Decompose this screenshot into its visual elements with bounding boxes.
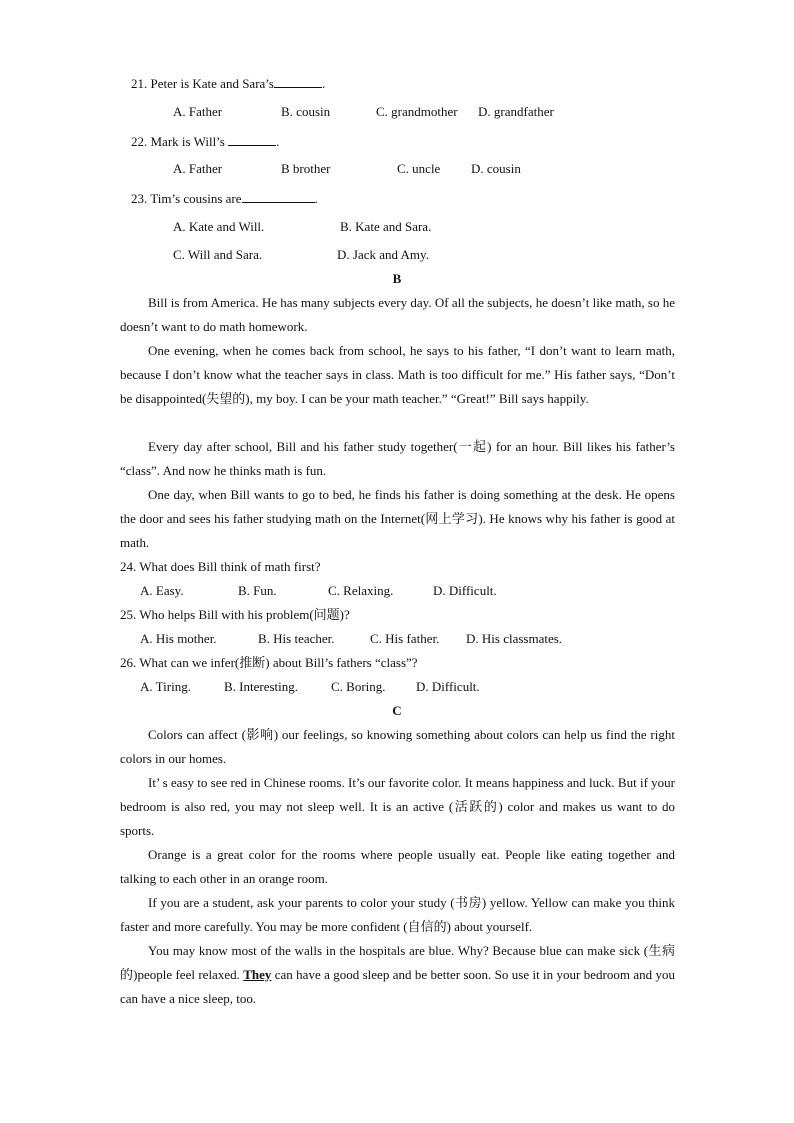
question-24-stem: 24. What does Bill think of math first?: [120, 559, 321, 574]
option-a: A. Father: [173, 161, 223, 176]
section-c-heading: C: [392, 703, 402, 718]
option-c: C. Boring.: [331, 679, 386, 694]
section-b-heading: B: [392, 271, 402, 286]
option-b: B. Kate and Sara.: [340, 219, 432, 234]
section-c-paragraph: Colors can affect (影响) our feelings, so knowing something about colors can help us find the right colors in our homes.: [120, 727, 675, 766]
question-22: [131, 133, 279, 150]
option-b: B brother: [281, 161, 331, 176]
paragraph-text: You may know most of the walls in the hospitals are blue. Why? Because blue can make sick (生病的)people feel relaxed.: [120, 943, 675, 982]
section-b-paragraph: Every day after school, Bill and his father study together(一起) for an hour. Bill likes his father’s “class”. And now he thinks math is fun.: [120, 439, 675, 478]
section-b-paragraph: One day, when Bill wants to go to bed, he finds his father is doing something at the desk. He opens the door and sees his father studying math on the Internet(网上学习). He knows why his father is good at math.: [120, 487, 675, 550]
option-d: D. Jack and Amy.: [337, 247, 429, 262]
question-21-end: .: [321, 76, 326, 91]
option-d: D. His classmates.: [466, 631, 563, 646]
section-c-paragraph: Orange is a great color for the rooms where people usually eat. People like eating together and talking to each other in an orange room.: [120, 847, 675, 886]
option-c: C. His father.: [370, 631, 440, 646]
option-b: B. Fun.: [238, 583, 277, 598]
highlighted-word: They: [243, 967, 272, 982]
option-d: D. Difficult.: [433, 583, 497, 598]
option-a: A. Kate and Will.: [173, 219, 265, 234]
option-c: C. uncle: [397, 161, 441, 176]
option-d: D. Difficult.: [416, 679, 480, 694]
section-c-paragraph: If you are a student, ask your parents to color your study (书房) yellow. Yellow can make you think faster and more carefully. You may be more confident (自信的) about yourself.: [120, 895, 675, 934]
question-22-end: .: [276, 134, 280, 149]
option-d: D. grandfather: [478, 104, 554, 119]
option-a: A. Easy.: [140, 583, 184, 598]
section-b-paragraph: Bill is from America. He has many subjects every day. Of all the subjects, he doesn’t like math, so he doesn’t want to do math homework.: [120, 295, 675, 334]
question-26-stem: 26. What can we infer(推断) about Bill’s fathers “class”?: [120, 655, 418, 670]
option-a: A. Father: [173, 104, 223, 119]
option-b: B. cousin: [281, 104, 331, 119]
question-25-stem: 25. Who helps Bill with his problem(问题)?: [120, 607, 350, 622]
answer-blank: [228, 133, 276, 146]
option-d: D. cousin: [471, 161, 521, 176]
section-c-last-paragraph: [120, 939, 675, 1011]
paragraph-text: can have a good sleep and be better soon. So use it in your bedroom and you can have a nice sleep, too.: [120, 967, 675, 1006]
option-c: C. grandmother: [376, 104, 458, 119]
question-23: [131, 190, 318, 207]
option-a: A. Tiring.: [140, 679, 191, 694]
question-23-stem: 23. Tim’s cousins are: [131, 191, 242, 206]
question-22-stem: 22. Mark is Will’s: [131, 134, 229, 149]
question-23-end: .: [314, 191, 318, 206]
option-c: C. Will and Sara.: [173, 247, 263, 262]
question-21-stem: 21. Peter is Kate and Sara’s: [131, 76, 274, 91]
option-b: B. Interesting.: [224, 679, 299, 694]
question-21: [131, 75, 325, 92]
option-c: C. Relaxing.: [328, 583, 394, 598]
section-b-paragraph: One evening, when he comes back from school, he says to his father, “I don’t want to learn math, because I don’t know what the teacher says in class. Math is too difficult for me.” His father says, “Don’t be disappointed(失望的), my boy. I can be your math teacher.” “Great!” Bill says happily.: [120, 343, 675, 406]
answer-blank: [242, 190, 315, 203]
section-c-paragraph: It’ s easy to see red in Chinese rooms. It’s our favorite color. It means happiness and luck. But if your bedroom is also red, you may not sleep well. It is an active (活跃的) color and makes us want to do sports.: [120, 775, 675, 838]
answer-blank: [274, 75, 322, 88]
option-a: A. His mother.: [140, 631, 217, 646]
option-b: B. His teacher.: [258, 631, 335, 646]
